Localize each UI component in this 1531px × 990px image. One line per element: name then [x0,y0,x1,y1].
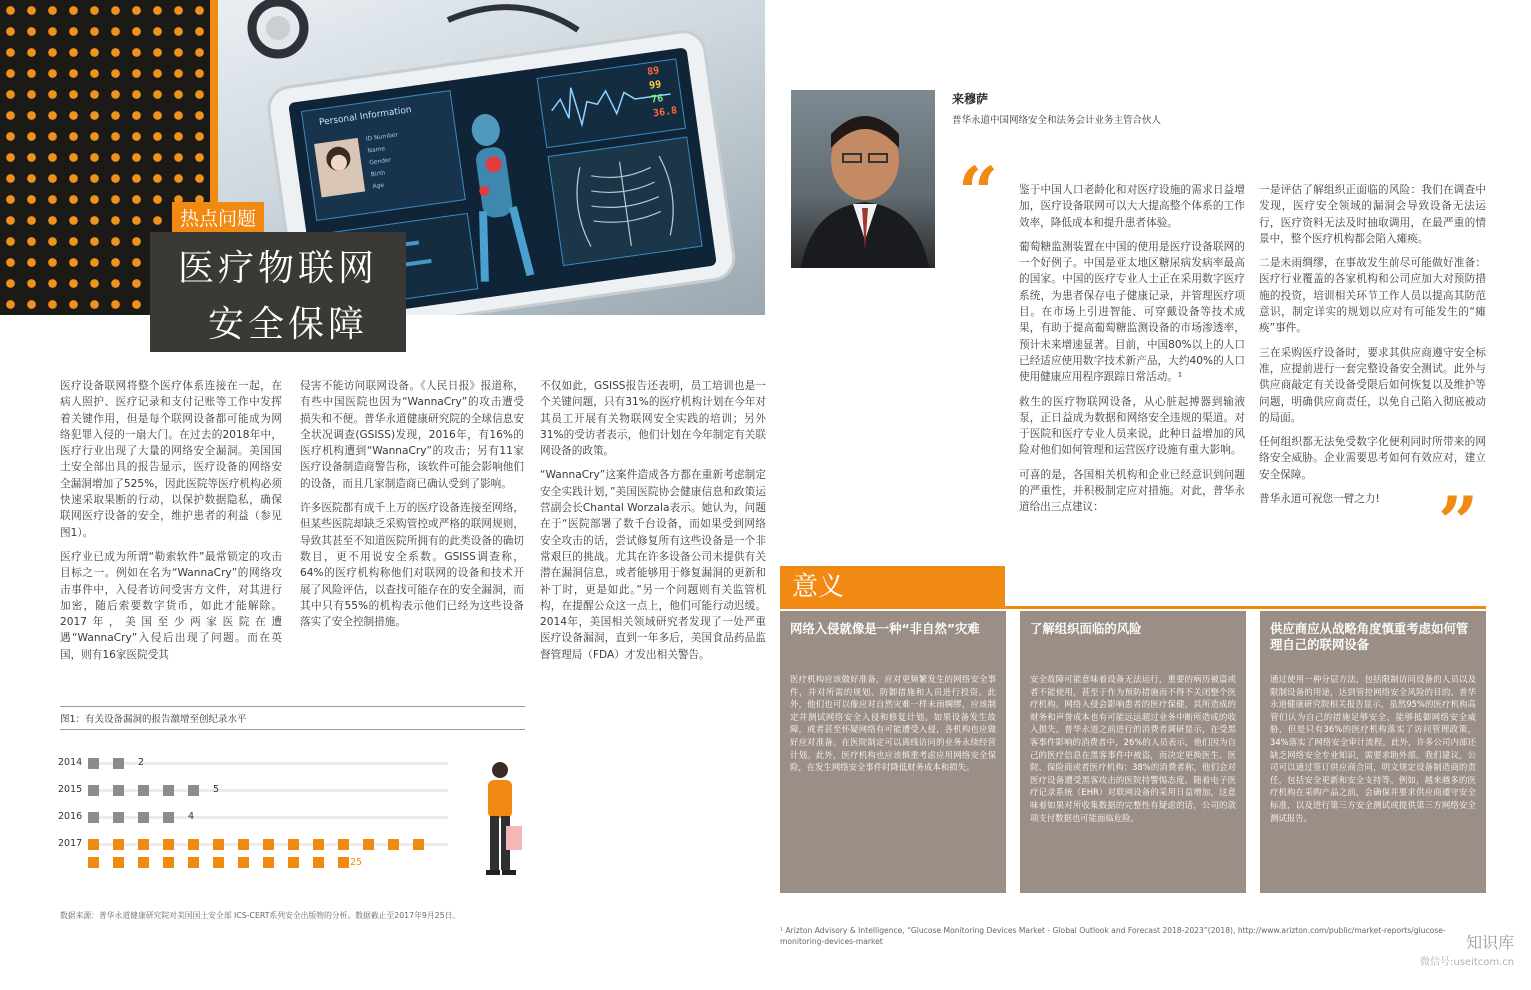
tick-label: 2017 [58,838,83,849]
close-quote-icon: ” [1438,481,1479,564]
bar-unit [238,839,249,850]
tick-label: 2014 [58,757,83,768]
card-title: 供应商应从战略角度慎重考虑如何管理自己的联网设备 [1270,621,1469,652]
paragraph: 医疗设备联网将整个医疗体系连接在一起，在病人照护、医疗记录和支付记账等工作中发挥着关键作用，但是每个联网设备都可能成为网络犯罪入侵的一扇大门。在过去的2018年中，医疗行业出现了大量的网络安全漏洞。美国国土安全部出具的报告显示，医疗设备的网络安全漏洞增加了525%，因此医院等医疗机构必须快速采取果断的行动，以保护数据隐私，确保联网医疗设备的安全，维护患者的利益（参见图1）。 [60,380,282,539]
data-label: 25 [350,857,363,868]
card-cyber-disaster [780,611,1006,893]
quote-column-2 [1259,182,1486,515]
paragraph: 医疗业已成为所谓“勒索软件”最常锁定的攻击目标之一。例如在名为“WannaCry”的网络攻击事件中，入侵者访问受害方文件，对其进行加密，随后索要数字货币，如此才能解除。2017年，美国至少两家医院在遭遇“WannaCry”入侵后出现了问题。而在英国，则有16家医院受其 [60,550,282,661]
bar-unit [338,839,349,850]
bar-unit [163,857,174,868]
paragraph: 任何组织都无法免受数字化便利同时所带来的网络安全威胁。企业需要思考如何有效应对，建立安全保障。 [1259,436,1486,481]
bar-unit [88,758,99,769]
section-title: 意义 [780,566,1005,608]
card-understand-risk [1020,611,1246,893]
paragraph: 侵害不能访问联网设备。《人民日报》报道称，有些中国医院也因为“WannaCry”的攻击遭受损失和不便。普华永道健康研究院的全球信息安全状况调查(GSISS)发现，2016年，有16%的医疗机构遭到“WannaCry”的攻击；另有11家医疗设备制造商警告称，该软件可能会影响他们的设备，而且几家制造商已确认受到了影响。 [300,380,524,490]
bar-unit [138,785,149,796]
paragraph: 鉴于中国人口老龄化和对医疗设施的需求日益增加，医疗设备联网可以大大提高整个体系的工作效率，降低成本和提升患者体验。 [1019,184,1245,229]
bar-unit [238,857,249,868]
bar-unit [338,857,349,868]
card-text: 医疗机构应该做好准备，应对更频繁发生的网络安全事件，并对所需的规划、防御措施和人员进行投资。此外，他们也可以像应对自然灾难一样未雨绸缪，应该制定并测试网络安全入侵和修复计划。如果设备发生故障，或者甚至怀疑网络有可能遭受入侵，各机构也应做好应对准备。在医院制定可以离线访问的业务永续经营计划。此外，医疗机构也应该慎重考虑应用网络安全保险，在发生网络安全事件时降低财务成本和损失。 [790,674,996,773]
bar-unit [413,839,424,850]
page-title-line-2: 安全保障 [207,304,368,345]
bar-unit [263,857,274,868]
bar-unit [88,857,99,868]
bar-unit [388,839,399,850]
card-text: 通过使用一种分层方法，包括限制访问设备的人员以及限制设备的用途，达到管控网络安全风险的目的。普华永道健康研究院相关报告显示，虽然95%的医疗机构高管们认为自己的措施足够安全，能够抵御网络安全威胁，但是只有36%的医疗机构落实了访问管理政策，34%落实了网络安全审计流程。此外，许多公司内部还缺乏网络安全专业知识，需要求助外部。我们建议，公司可以通过签订供应商合同，明文规定设备制造商的责任，包括安全更新和安全支持等。例如，越来越多的医疗机构在采购产品之前，会确保并要求供应商遵守安全标准，以及进行第三方安全测试或提供第三方网络安全测试报告。 [1270,674,1476,823]
person-portrait [791,90,935,268]
bar-unit [263,839,274,850]
profile-name: 来穆萨 [952,92,989,106]
bar-unit [138,857,149,868]
data-label: 4 [188,811,195,822]
card-supplier-strategy [1260,611,1486,893]
paragraph: 可喜的是，各国相关机构和企业已经意识到问题的严重性，并积极制定应对措施。对此，普华永道给出三点建议： [1019,468,1245,514]
paragraph: 三在采购医疗设备时，要求其供应商遵守安全标准，应提前进行一套完整设备安全测试。此外与供应商敲定有关设备受限后如何恢复以及维护等问题，明确供应商责任，以免自己陷入彻底被动的局面。 [1259,346,1486,424]
paragraph: 一是评估了解组织正面临的风险：我们在调查中发现，医疗安全领域的漏洞会导致设备无法运行，医疗资料无法及时抽取调用，在最严重的情景中，整个医疗机构都会陷入瘫痪。 [1259,184,1486,245]
bar-unit [88,785,99,796]
footnote: ¹ Arizton Advisory & Intelligence, “Glucose Monitoring Devices Market - Global Outlook and Forecast 2018-2023”(2018), http://www.arizton.com/public/market-reports/glucose-monitoring-devices-market [780,926,1446,946]
field-id: ID Number [365,131,399,143]
bar-unit [213,839,224,850]
bar-unit [113,785,124,796]
portrait-photo [791,90,935,268]
paragraph: 许多医院都有成千上万的医疗设备连接至网络，但某些医院却缺乏采购管控或严格的联网规则，导致其甚至不知道医院所拥有的此类设备的确切数目，更不用说安全系数。GSISS调查称，64%的医疗机构称他们对联网的设备和技术开展了风险评估，以查找可能存在的安全漏洞，而其中只有55%的机构表示他们已经为这些设备落实了安全控制措施。 [300,502,524,629]
bar-unit [188,857,199,868]
data-label: 5 [213,784,220,795]
bar-unit [113,812,124,823]
page-title-line-1: 医疗物联网 [177,248,378,289]
field-age: Age [372,181,385,191]
field-name: Name [367,145,386,155]
paragraph: “WannaCry”这案件造成各方都在重新考虑制定安全实践计划，”美国医院协会健康信息和政策运营副会长Chantal Worzala表示。她认为，问题在于“医院部署了数千台设备，而如果受到网络安全攻击的话，尝试修复所有这些设备是一个非常艰巨的挑战。尤其在许多设备公司未提供有关潜在漏洞信息，或者能够用于修复漏洞的更新和补丁时，更是如此。”另一个问题则有关监管机构，在提醒公众这一点上，他们可能行动迟缓。2014年，美国相关领域研究者发现了一处严重医疗设备漏洞，直到一年多后，美国食品药品监督管理局（FDA）才发出相关警告。 [540,469,766,661]
field-gender: Gender [368,156,392,167]
card-text: 安全故障可能意味着设备无法运行，重要的病历被盗或者不能使用，甚至于作为预防措施而不得不关闭整个医疗机构。网络入侵会影响患者的医疗保健，其所造成的财务和声誉成本也有可能远远超过业务中断所造成的收入损失。普华永道之前进行的消费者调研显示，在受黑客事件影响的消费者中，26%的人员表示，他们因为自己的医疗信息在黑客事件中被盗，而决定更换医生、医院、保险商或者医疗机构；38%的消费者称，他们会对医疗设备遭受黑客攻击的医院持警惕态度。随着电子医疗记录系统（EHR）对联网设备的采用日益增加，这意味着如果对所收集数据的完整性有疑虑的话，公司的款项支付数据也可能面临危险。 [1030,674,1236,823]
watermark [1420,930,1514,968]
bar-unit [163,839,174,850]
bar-unit [138,812,149,823]
bar-unit [113,857,124,868]
paragraph: 救生的医疗物联网设备，从心脏起搏器到输液泵，正日益成为数据和网络安全违规的渠道。对于医院和医疗专业人员来说，此种日益增加的风险对他们如何管理和运营医疗设施有重大影响。 [1019,395,1245,457]
body-column-2 [300,378,524,638]
figure-source: 数据来源：普华永道健康研究院对美国国土安全部 ICS-CERT系列安全出版物的分析。数据截止至2017年9月25日。 [60,911,461,920]
bar-unit [88,812,99,823]
tick-label: 2016 [58,811,83,822]
bar-chart [58,752,528,887]
bar-unit [288,857,299,868]
bar-unit [163,812,174,823]
paragraph: 不仅如此，GSISS报告还表明，员工培训也是一个关键问题，只有31%的医疗机构计划在今年对其员工开展有关物联网安全实践的培训；另外31%的受访者表示，他们计划在今年制定有关联网设备的政策。 [540,380,766,458]
bar-unit [363,839,374,850]
shopper-illustration [478,758,528,888]
bar-unit [288,839,299,850]
data-label: 2 [138,757,145,768]
watermark-brand: 知识库 [1466,933,1515,952]
paragraph: 葡萄糖监测装置在中国的使用是医疗设备联网的一个好例子。中国是亚太地区糖尿病发病率最高的国家。中国的医疗专业人士正在采用数字医疗系统，为患者保存电子健康记录，并管理医疗项目。在市场上引进智能、可穿戴设备等技术成果，有助于提高葡萄糖监测设备的市场渗透率，预计未来增速显著。目前，中国80%以上的人口已经适应使用数字技术新产品，大约40%的人口使用健康应用程序跟踪日常活动。¹ [1019,240,1245,384]
tick-label: 2015 [58,784,83,795]
body-column-1 [60,378,282,671]
section-divider [780,606,1486,609]
card-title: 了解组织面临的风险 [1030,621,1142,636]
card-title: 网络入侵就像是一种“非自然”灾难 [790,621,980,636]
profile-role: 普华永道中国网络安全和法务会计业务主管合伙人 [952,115,1162,126]
vital-2: 99 [648,79,663,92]
body-column-3 [540,378,766,671]
paragraph: 普华永道可祝您一臂之力! [1259,493,1380,506]
bar-unit [113,758,124,769]
bar-unit [188,785,199,796]
quote-column-1 [1019,182,1245,524]
bar-unit [138,839,149,850]
watermark-wechat: 微信号:useitcom.cn [1420,957,1515,968]
vital-1: 89 [646,65,661,78]
bar-unit [313,839,324,850]
bar-unit [163,785,174,796]
open-quote-icon: “ [958,151,999,234]
vital-3: 76 [650,93,664,106]
figure-title: 图1：有关设备漏洞的报告激增至创纪录水平 [60,706,525,730]
section-tag: 热点问题 [172,202,264,233]
field-birth: Birth [370,169,386,179]
vital-4: 36.8 [652,105,678,120]
tablet-heading: Personal Information [318,105,413,129]
paragraph: 二是未雨绸缪，在事故发生前尽可能做好准备：医疗行业覆盖的各家机构和公司应加大对预防措施的投资，培训相关环节工作人员以提高其防范意识，制定详实的规划以应对有可能发生的“瘫痪”事件。 [1259,257,1486,335]
bar-unit [188,839,199,850]
bar-unit [313,857,324,868]
bar-unit [88,839,99,850]
bar-unit [113,839,124,850]
bar-unit [213,857,224,868]
